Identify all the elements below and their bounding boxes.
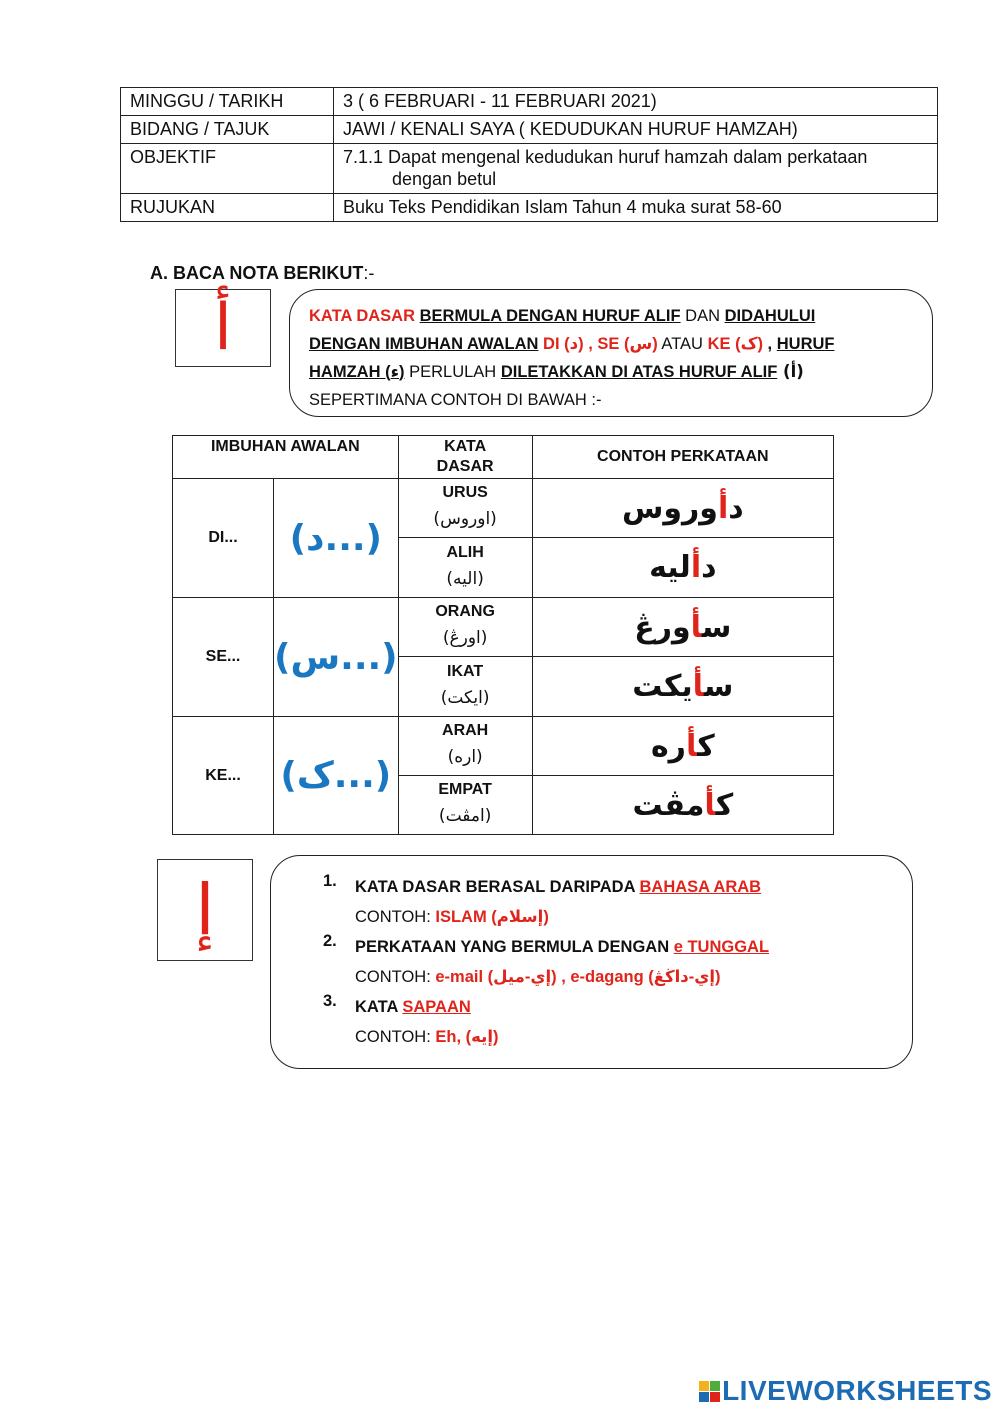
prefix-rumi: KE... — [173, 717, 274, 835]
ex-rest: وروس — [621, 490, 718, 526]
note-text: PERLULAH — [404, 363, 501, 381]
kata-dasar-jawi: (اورڠ) — [442, 628, 488, 648]
prefix-jawi: (ک...) — [274, 717, 399, 835]
ex-hamzah: أ — [704, 787, 716, 823]
ex-prefix: س — [703, 669, 734, 704]
alif-hamzah-above-box: أ — [175, 289, 271, 367]
contoh-label: CONTOH: — [355, 908, 436, 926]
note-text: BERMULA DENGAN HURUF ALIF — [419, 307, 681, 325]
ex-rest: ورڠ — [634, 609, 691, 645]
list-number: 3. — [323, 992, 337, 1010]
note-text: DI (د) , SE (س) — [538, 335, 658, 353]
info-key: MINGGU / TARIKH — [121, 88, 334, 116]
contoh-value: e-mail (إي-ميل) , e-dagang (إي-داڬڠ) — [435, 968, 721, 986]
contoh-label: CONTOH: — [355, 968, 436, 986]
ex-rest: يکت — [632, 669, 693, 704]
info-row — [121, 116, 938, 144]
list-text: PERKATAAN YANG BERMULA DENGAN — [355, 938, 674, 956]
prefix-jawi: (س...) — [274, 598, 399, 717]
info-row — [121, 144, 938, 194]
ex-hamzah: أ — [717, 490, 729, 526]
kata-dasar-cell — [398, 776, 532, 835]
ex-rest: مڤت — [632, 787, 705, 823]
kata-dasar-cell — [398, 717, 532, 776]
prefix-jawi: (د...) — [274, 479, 399, 598]
note-text: SEPERTIMANA CONTOH DI BAWAH :- — [309, 391, 602, 409]
objective-line-1: 7.1.1 Dapat mengenal kedudukan huruf hamzah dalam perkataan — [343, 147, 868, 167]
ex-rest: ليه — [649, 550, 691, 585]
kata-dasar-cell — [398, 479, 532, 538]
header-imbuhan: IMBUHAN AWALAN — [173, 436, 399, 479]
list-text: KATA DASAR BERASAL DARIPADA — [355, 878, 640, 896]
kata-dasar-jawi: (ايکت) — [440, 687, 490, 708]
note-bubble-2 — [270, 855, 913, 1069]
contoh-value: ISLAM (إسلام) — [435, 908, 549, 926]
table-row — [173, 717, 834, 776]
contoh-value: Eh, (إيه) — [435, 1028, 499, 1046]
info-value: JAWI / KENALI SAYA ( KEDUDUKAN HURUF HAMZAH) — [334, 116, 938, 144]
ex-hamzah: أ — [690, 550, 702, 585]
note-text: DAN — [680, 307, 725, 325]
ex-rest: ره — [650, 728, 686, 764]
note-text: HURUF — [776, 335, 835, 353]
ex-prefix: ک — [715, 787, 734, 823]
alif-hamzah-below-box: إ — [157, 859, 253, 961]
ex-hamzah: أ — [685, 728, 698, 764]
list-item — [323, 932, 903, 992]
note-text: (أ) — [777, 362, 804, 381]
kata-dasar-rumi: ALIH — [446, 543, 484, 561]
table-header-row — [173, 436, 834, 479]
list-highlight: e TUNGGAL — [673, 938, 770, 956]
note-text: KE (ک) — [707, 335, 763, 353]
header-kata-dasar-line2: DASAR — [436, 458, 494, 475]
note-text: HAMZAH (ء) — [309, 363, 405, 381]
kata-dasar-jawi: (اليه) — [446, 568, 484, 589]
note-text: DIDAHULUI — [724, 307, 816, 325]
objective-line-2: dengan betul — [392, 169, 497, 189]
liveworksheets-footer — [699, 1375, 992, 1407]
info-value — [334, 144, 938, 194]
kata-dasar-jawi: (اره) — [447, 747, 483, 767]
example-word — [532, 598, 833, 657]
kata-dasar-cell — [398, 538, 532, 598]
list-item — [323, 992, 903, 1052]
contoh-label: CONTOH: — [355, 1028, 436, 1046]
example-word — [532, 538, 833, 598]
table-row — [173, 598, 834, 657]
example-word — [532, 717, 833, 776]
example-word — [532, 657, 833, 717]
info-value: 3 ( 6 FEBRUARI - 11 FEBRUARI 2021) — [334, 88, 938, 116]
kata-dasar-jawi: (اوروس) — [433, 509, 497, 529]
list-item — [323, 872, 903, 932]
note-text: , — [762, 335, 777, 353]
example-word — [532, 479, 833, 538]
note-text: ATAU — [657, 335, 708, 353]
list-highlight: BAHASA ARAB — [639, 878, 762, 896]
info-key: OBJEKTIF — [121, 144, 334, 194]
imbuhan-table — [172, 435, 834, 835]
list-number: 1. — [323, 872, 337, 890]
list-number: 2. — [323, 932, 337, 950]
info-value: Buku Teks Pendidikan Islam Tahun 4 muka surat 58-60 — [334, 194, 938, 222]
section-a-heading — [150, 263, 374, 284]
kata-dasar-cell — [398, 657, 532, 717]
ex-prefix: د — [728, 490, 744, 526]
header-contoh: CONTOH PERKATAAN — [532, 436, 833, 479]
list-text: KATA — [355, 998, 403, 1016]
ex-hamzah: أ — [690, 609, 702, 645]
info-key: RUJUKAN — [121, 194, 334, 222]
note-text: KATA DASAR — [309, 307, 416, 325]
kata-dasar-rumi: EMPAT — [438, 781, 492, 798]
info-table — [120, 87, 938, 222]
kata-dasar-rumi: URUS — [442, 484, 488, 501]
liveworksheets-brand: LIVEWORKSHEETS — [722, 1375, 992, 1406]
note-1-text — [309, 302, 919, 414]
kata-dasar-rumi: IKAT — [447, 662, 484, 680]
kata-dasar-jawi: (امڤت) — [438, 806, 492, 826]
section-a-suffix: :- — [363, 263, 375, 283]
ex-prefix: ک — [697, 728, 715, 764]
header-kata-dasar-line1: KATA — [444, 438, 487, 455]
kata-dasar-cell — [398, 598, 532, 657]
note-bubble-1 — [289, 289, 933, 417]
kata-dasar-rumi: ORANG — [435, 603, 495, 620]
list-highlight: SAPAAN — [402, 998, 471, 1016]
table-row — [173, 479, 834, 538]
ex-prefix: س — [701, 609, 732, 645]
ex-hamzah: أ — [692, 669, 704, 704]
kata-dasar-rumi: ARAH — [442, 722, 489, 739]
info-key: BIDANG / TAJUK — [121, 116, 334, 144]
prefix-rumi: DI... — [173, 479, 274, 598]
header-kata-dasar — [398, 436, 532, 479]
note-text: DILETAKKAN DI ATAS HURUF ALIF — [500, 363, 778, 381]
info-row — [121, 194, 938, 222]
example-word — [532, 776, 833, 835]
section-a-label: A. BACA NOTA BERIKUT — [150, 263, 364, 283]
note-2-list — [323, 872, 903, 1052]
note-text: DENGAN IMBUHAN AWALAN — [309, 335, 539, 353]
prefix-rumi: SE... — [173, 598, 274, 717]
info-row — [121, 88, 938, 116]
ex-prefix: د — [701, 550, 717, 585]
liveworksheets-logo-icon — [699, 1381, 720, 1402]
